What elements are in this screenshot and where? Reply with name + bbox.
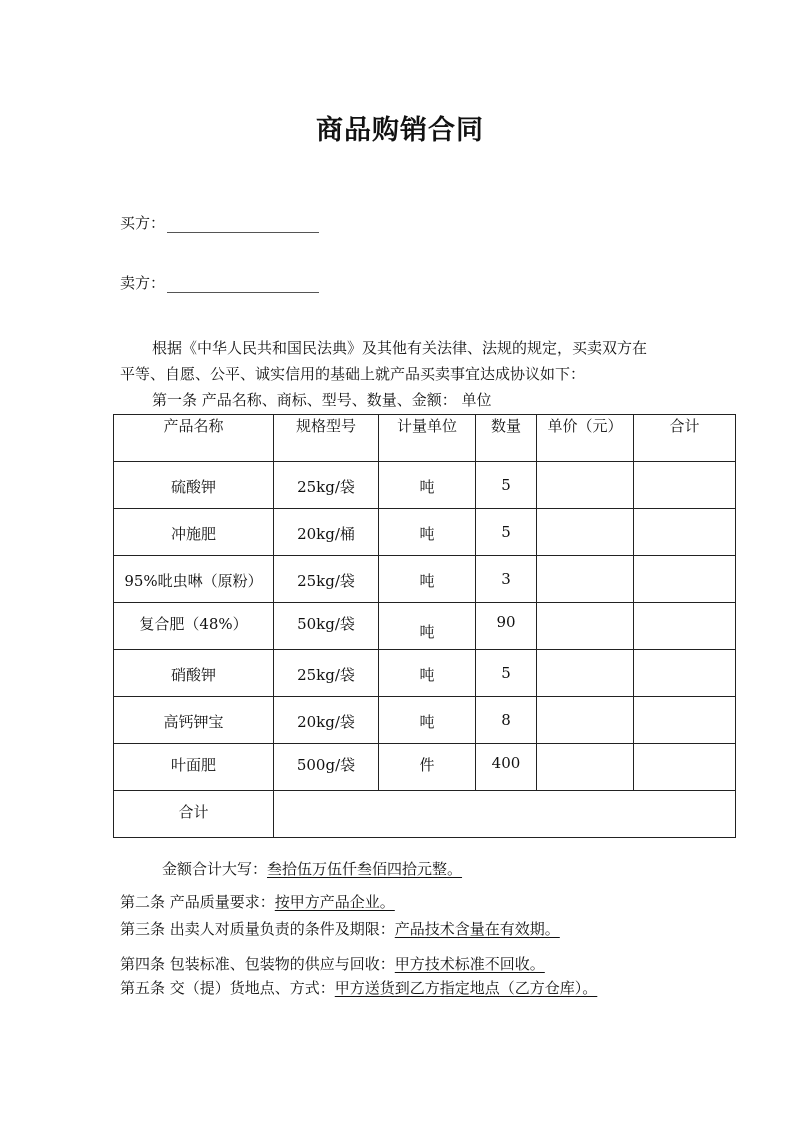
seller-label: 卖方： (120, 274, 166, 292)
amount-value: 叁拾伍万伍仟叁佰四拾元整。 (267, 860, 463, 878)
table-row (114, 650, 736, 697)
unit-cell: 吨 (379, 556, 476, 603)
price-cell (537, 650, 634, 697)
article-1: 第一条 产品名称、商标、型号、数量、金额： 单位 (152, 391, 492, 409)
clause-2 (120, 891, 395, 912)
product-table (113, 414, 736, 838)
unit-cell: 件 (379, 744, 476, 791)
total-label-cell: 合计 (114, 791, 274, 838)
product-name-cell: 叶面肥 (114, 744, 274, 791)
table-total-row (114, 791, 736, 838)
total-value-cell (274, 791, 736, 838)
amount-label: 金额合计大写： (162, 860, 268, 878)
table-row (114, 556, 736, 603)
price-cell (537, 744, 634, 791)
seller-blank (167, 276, 319, 293)
header-cell: 产品名称 (114, 415, 274, 462)
clause-value: 产品技术含量在有效期。 (394, 920, 560, 938)
unit-cell: 吨 (379, 697, 476, 744)
price-cell (537, 509, 634, 556)
subtotal-cell (634, 744, 736, 791)
header-cell: 合计 (634, 415, 736, 462)
spec-cell: 25kg/袋 (274, 650, 379, 697)
qty-cell: 400 (476, 744, 537, 791)
unit-cell: 吨 (379, 509, 476, 556)
clause-value: 甲方送货到乙方指定地点（乙方仓库）。 (334, 979, 598, 997)
unit-cell: 吨 (379, 462, 476, 509)
product-name-cell: 硝酸钾 (114, 650, 274, 697)
table-row (114, 603, 736, 650)
qty-cell: 5 (476, 462, 537, 509)
clause-value: 甲方技术标准不回收。 (394, 955, 545, 973)
table-row (114, 462, 736, 509)
clause-label: 第四条 包装标准、包装物的供应与回收： (120, 955, 395, 973)
price-cell (537, 603, 634, 650)
buyer-field (120, 212, 319, 233)
spec-cell: 25kg/袋 (274, 556, 379, 603)
header-cell: 单价（元） (537, 415, 634, 462)
price-cell (537, 462, 634, 509)
product-name-cell: 硫酸钾 (114, 462, 274, 509)
qty-cell: 5 (476, 650, 537, 697)
product-name-cell: 高钙钾宝 (114, 697, 274, 744)
qty-cell: 90 (476, 603, 537, 650)
table-row (114, 744, 736, 791)
spec-cell: 25kg/袋 (274, 462, 379, 509)
clause-label: 第二条 产品质量要求： (120, 893, 275, 911)
subtotal-cell (634, 556, 736, 603)
table-row (114, 509, 736, 556)
header-cell: 计量单位 (379, 415, 476, 462)
table-row (114, 697, 736, 744)
subtotal-cell (634, 509, 736, 556)
subtotal-cell (634, 462, 736, 509)
clause-label: 第三条 出卖人对质量负责的条件及期限： (120, 920, 395, 938)
clause-3 (120, 918, 560, 939)
product-name-cell: 复合肥（48%） (114, 603, 274, 650)
spec-cell: 20kg/桶 (274, 509, 379, 556)
clause-5 (120, 977, 597, 998)
clause-4 (120, 953, 545, 974)
product-name-cell: 冲施肥 (114, 509, 274, 556)
unit-cell: 吨 (379, 650, 476, 697)
spec-cell: 50kg/袋 (274, 603, 379, 650)
contract-title: 商品购销合同 (316, 115, 484, 146)
intro-line-2: 平等、自愿、公平、诚实信用的基础上就产品买卖事宜达成协议如下： (120, 365, 586, 383)
header-cell: 数量 (476, 415, 537, 462)
header-cell: 规格型号 (274, 415, 379, 462)
subtotal-cell (634, 603, 736, 650)
table-header-row (114, 415, 736, 462)
spec-cell: 20kg/袋 (274, 697, 379, 744)
clause-label: 第五条 交（提）货地点、方式： (120, 979, 335, 997)
qty-cell: 5 (476, 509, 537, 556)
buyer-blank (167, 216, 319, 233)
unit-cell: 吨 (379, 603, 476, 650)
price-cell (537, 697, 634, 744)
subtotal-cell (634, 697, 736, 744)
buyer-label: 买方： (120, 214, 166, 232)
price-cell (537, 556, 634, 603)
intro-paragraph (120, 335, 647, 413)
subtotal-cell (634, 650, 736, 697)
seller-field (120, 272, 319, 293)
intro-line-1: 根据《中华人民共和国民法典》及其他有关法律、法规的规定，买卖双方在 (152, 339, 648, 357)
qty-cell: 8 (476, 697, 537, 744)
spec-cell: 500g/袋 (274, 744, 379, 791)
qty-cell: 3 (476, 556, 537, 603)
clause-value: 按甲方产品企业。 (274, 893, 395, 911)
product-name-cell: 95%吡虫啉（原粉） (114, 556, 274, 603)
amount-line (162, 858, 462, 879)
